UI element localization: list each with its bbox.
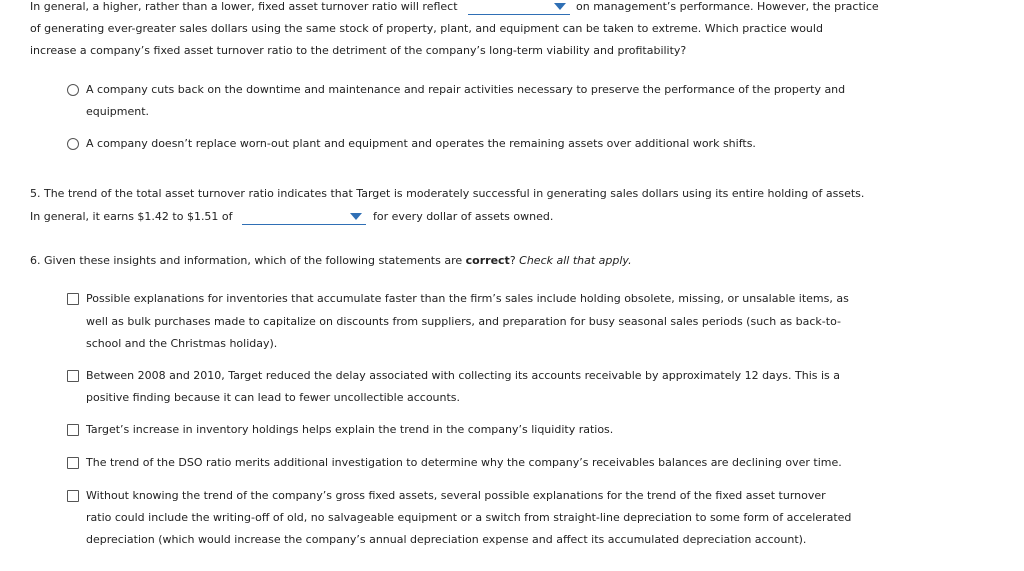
q6-option-5-line3: depreciation (which would increase the company’s annual depreciation expense and affect its accumulated depreciation account). <box>86 533 807 546</box>
q5-text-line1: 5. The trend of the total asset turnover ratio indicates that Target is moderately successful in generating sales dollars using its entire holding of assets. <box>30 187 865 200</box>
q4-option-1-radio[interactable] <box>67 84 79 96</box>
q4-option-2-line1: A company doesn’t replace worn-out plant and equipment and operates the remaining assets over additional work shifts. <box>86 137 756 150</box>
q5-dropdown[interactable] <box>242 210 366 225</box>
q4-text-line1-pre: In general, a higher, rather than a lower, fixed asset turnover ratio will reflect <box>30 0 458 13</box>
q6-prompt-bold: correct <box>465 254 510 267</box>
q4-option-1-line1: A company cuts back on the downtime and maintenance and repair activities necessary to preserve the performance of the property and <box>86 83 846 96</box>
q4-dropdown[interactable] <box>468 0 570 15</box>
q6-prompt-text: 6. Given these insights and information, which of the following statements are <box>30 254 466 267</box>
q6-option-3-line1: Target’s increase in inventory holdings helps explain the trend in the company’s liquidity ratios. <box>86 423 614 436</box>
q6-prompt-instruction: Check all that apply. <box>519 254 632 267</box>
chevron-down-icon <box>350 213 362 220</box>
q6-option-2-line1: Between 2008 and 2010, Target reduced the delay associated with collecting its accounts receivable by approximately 12 days. This is a <box>86 369 841 382</box>
q4-option-1-line2: equipment. <box>86 105 150 118</box>
q6-option-1-line3: school and the Christmas holiday). <box>86 337 278 350</box>
q5-text-line2-pre: In general, it earns $1.42 to $1.51 of <box>30 210 233 223</box>
q6-option-1-checkbox[interactable] <box>67 293 79 305</box>
q6-option-2-checkbox[interactable] <box>67 370 79 382</box>
q6-option-3-checkbox[interactable] <box>67 424 79 436</box>
q6-option-5-checkbox[interactable] <box>67 490 79 502</box>
q6-option-4-line1: The trend of the DSO ratio merits additional investigation to determine why the company’s receivables balances are declining over time. <box>86 456 842 469</box>
q4-option-2-radio[interactable] <box>67 138 79 150</box>
q6-option-1-line1: Possible explanations for inventories that accumulate faster than the firm’s sales include holding obsolete, missing, or unsalable items, as <box>86 292 849 305</box>
q6-option-5-line2: ratio could include the writing-off of old, no salvageable equipment or a switch from straight-line depreciation to some form of accelerated <box>86 511 852 524</box>
q6-option-5-line1: Without knowing the trend of the company’s gross fixed assets, several possible explanations for the trend of the fixed asset turnover <box>86 489 826 502</box>
q6-option-2-line2: positive finding because it can lead to fewer uncollectible accounts. <box>86 391 461 404</box>
q6-prompt <box>30 254 632 268</box>
q4-text-line3: increase a company’s fixed asset turnover ratio to the detriment of the company’s long-term viability and profitability? <box>30 44 687 57</box>
q4-text-line2: of generating ever-greater sales dollars using the same stock of property, plant, and equipment can be taken to extreme. Which practice would <box>30 22 823 35</box>
q6-option-1-line2: well as bulk purchases made to capitalize on discounts from suppliers, and preparation for busy seasonal sales periods (such as back-to- <box>86 315 841 328</box>
q6-option-4-checkbox[interactable] <box>67 457 79 469</box>
q6-prompt-mid: ? <box>509 254 520 267</box>
chevron-down-icon <box>554 3 566 10</box>
q4-text-line1-post: on management’s performance. However, the practice <box>576 0 879 13</box>
q5-text-line2-post: for every dollar of assets owned. <box>373 210 554 223</box>
